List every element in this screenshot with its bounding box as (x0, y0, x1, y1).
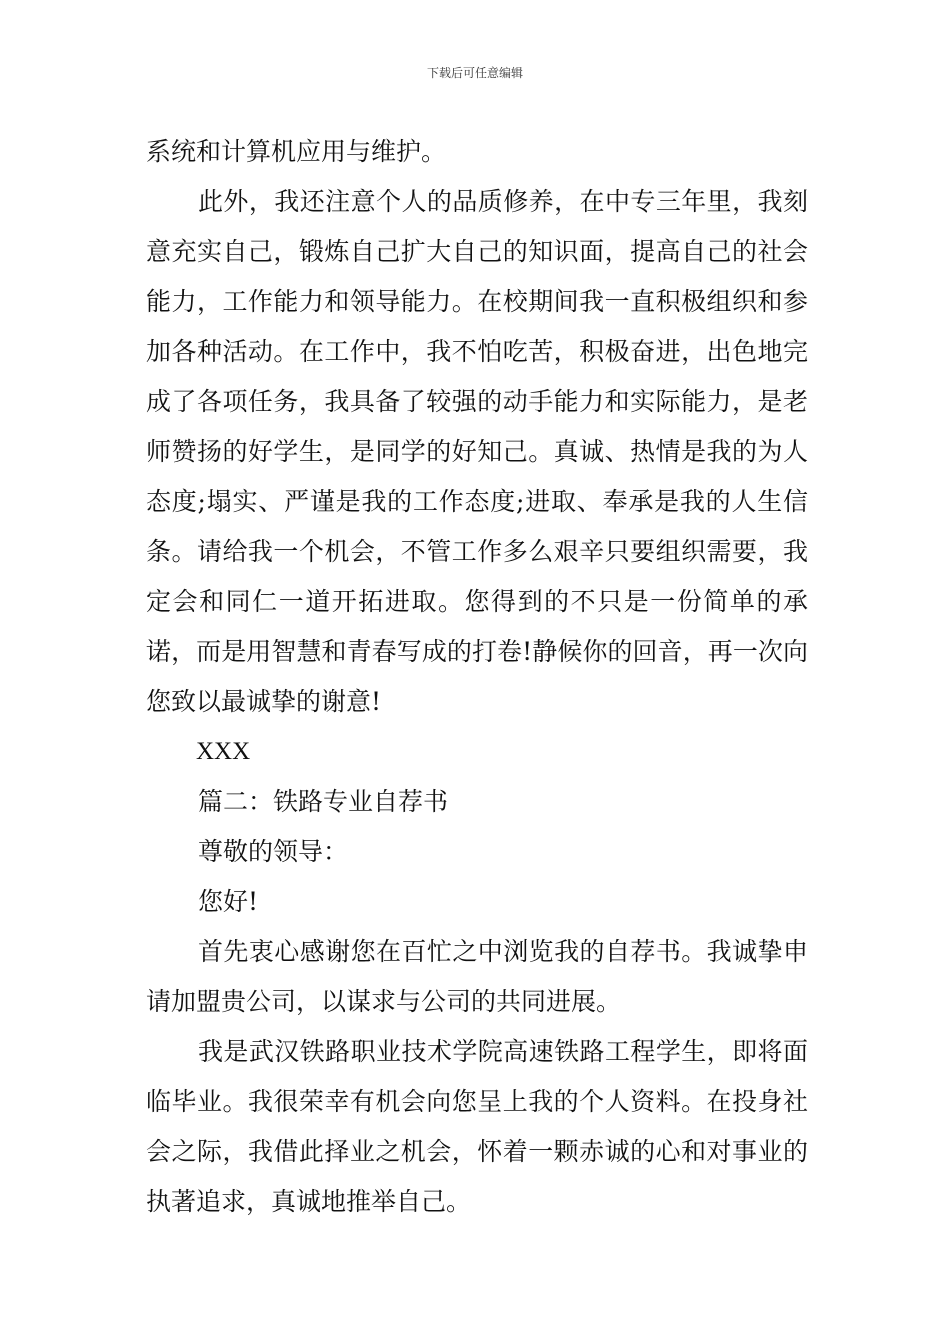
salutation: 尊敬的领导： (198, 837, 349, 866)
paragraph-continuation: 系统和计算机应用与维护。 (146, 137, 447, 166)
paragraph-thanks: 首先衷心感谢您在百忙之中浏览我的自荐书。我诚挚申请加盟贵公司，以谋求与公司的共同进展。 (146, 937, 808, 1016)
paragraph-qualities: 此外，我还注意个人的品质修养，在中专三年里，我刻意充实自己，锻炼自己扩大自己的知识面，提高自己的社会能力，工作能力和领导能力。在校期间我一直积极组织和参加各种活动。在工作中，我不怕吃苦，积极奋进，出色地完成了各项任务，我具备了较强的动手能力和实际能力，是老师赞扬的好学生，是同学的好知己。真诚、热情是我的为人态度;塌实、严谨是我的工作态度;进取、奉承是我的人生信条。请给我一个机会，不管工作多么艰辛只要组织需要，我定会和同仁一道开拓进取。您得到的不只是一份简单的承诺，而是用智慧和青春写成的打卷!静候你的回音，再一次向您致以最诚挚的谢意! (146, 187, 808, 716)
greeting: 您好! (198, 887, 259, 916)
document-body (146, 127, 808, 1227)
section-title: 篇二：铁路专业自荐书 (198, 787, 449, 816)
page-header: 下载后可任意编辑 (426, 66, 523, 80)
paragraph-introduction: 我是武汉铁路职业技术学院高速铁路工程学生，即将面临毕业。我很荣幸有机会向您呈上我的个人资料。在投身社会之际，我借此择业之机会，怀着一颗赤诚的心和对事业的执著追求，真诚地推举自己。 (146, 1037, 808, 1216)
signature: XXX (196, 738, 251, 765)
